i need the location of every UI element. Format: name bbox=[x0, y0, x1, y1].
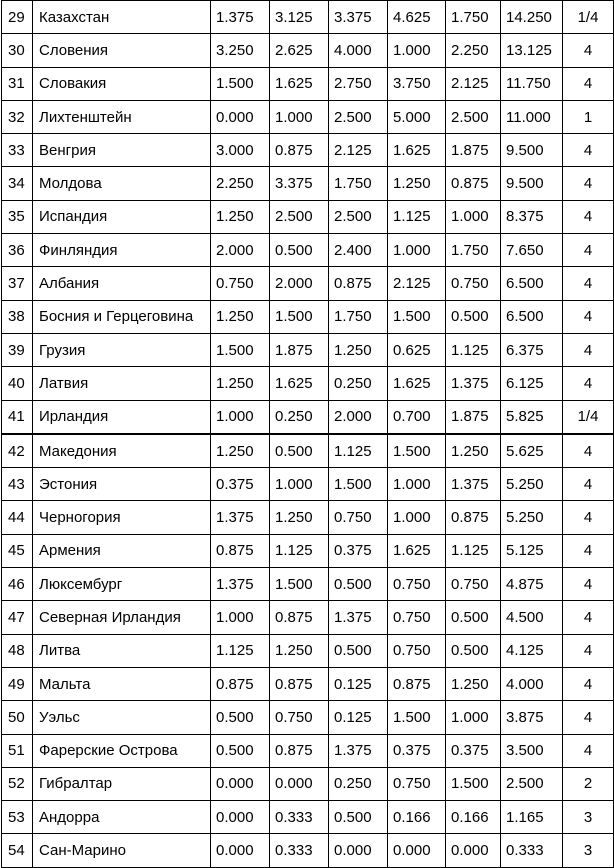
places-cell: 4 bbox=[563, 134, 614, 167]
places-cell: 4 bbox=[563, 434, 614, 468]
season-3-cell: 1.125 bbox=[329, 434, 388, 468]
season-4-cell: 1.625 bbox=[388, 367, 446, 400]
total-cell: 3.875 bbox=[501, 701, 563, 734]
rank-cell: 54 bbox=[2, 834, 33, 867]
rank-cell: 30 bbox=[2, 34, 33, 67]
table-row bbox=[2, 701, 614, 734]
season-5-cell: 0.875 bbox=[446, 501, 501, 534]
total-cell: 5.250 bbox=[501, 468, 563, 501]
total-cell: 6.375 bbox=[501, 333, 563, 366]
season-4-cell: 0.375 bbox=[388, 734, 446, 767]
country-cell: Черногория bbox=[33, 501, 211, 534]
country-cell: Грузия bbox=[33, 333, 211, 366]
rank-cell: 49 bbox=[2, 667, 33, 700]
season-2-cell: 0.333 bbox=[270, 801, 329, 834]
season-5-cell: 2.500 bbox=[446, 100, 501, 133]
country-cell: Мальта bbox=[33, 667, 211, 700]
season-1-cell: 1.250 bbox=[211, 300, 270, 333]
rank-cell: 53 bbox=[2, 801, 33, 834]
total-cell: 5.250 bbox=[501, 501, 563, 534]
season-5-cell: 1.375 bbox=[446, 468, 501, 501]
season-4-cell: 1.625 bbox=[388, 134, 446, 167]
season-1-cell: 2.000 bbox=[211, 234, 270, 267]
table-row bbox=[2, 234, 614, 267]
season-2-cell: 1.000 bbox=[270, 468, 329, 501]
season-1-cell: 0.875 bbox=[211, 534, 270, 567]
season-1-cell: 0.000 bbox=[211, 100, 270, 133]
total-cell: 4.125 bbox=[501, 634, 563, 667]
season-2-cell: 2.000 bbox=[270, 267, 329, 300]
season-1-cell: 1.250 bbox=[211, 200, 270, 233]
season-1-cell: 1.125 bbox=[211, 634, 270, 667]
season-4-cell: 0.166 bbox=[388, 801, 446, 834]
season-2-cell: 1.500 bbox=[270, 300, 329, 333]
season-1-cell: 0.500 bbox=[211, 734, 270, 767]
season-5-cell: 0.500 bbox=[446, 601, 501, 634]
places-cell: 4 bbox=[563, 267, 614, 300]
rank-cell: 33 bbox=[2, 134, 33, 167]
season-5-cell: 2.125 bbox=[446, 67, 501, 100]
season-1-cell: 0.000 bbox=[211, 834, 270, 867]
season-1-cell: 0.875 bbox=[211, 667, 270, 700]
season-2-cell: 0.500 bbox=[270, 234, 329, 267]
season-4-cell: 1.500 bbox=[388, 300, 446, 333]
rank-cell: 42 bbox=[2, 434, 33, 468]
season-4-cell: 0.750 bbox=[388, 568, 446, 601]
season-3-cell: 0.375 bbox=[329, 534, 388, 567]
season-5-cell: 1.250 bbox=[446, 434, 501, 468]
total-cell: 11.000 bbox=[501, 100, 563, 133]
rank-cell: 37 bbox=[2, 267, 33, 300]
rank-cell: 31 bbox=[2, 67, 33, 100]
country-cell: Литва bbox=[33, 634, 211, 667]
season-4-cell: 0.000 bbox=[388, 834, 446, 867]
season-5-cell: 0.000 bbox=[446, 834, 501, 867]
rank-cell: 44 bbox=[2, 501, 33, 534]
season-2-cell: 3.125 bbox=[270, 1, 329, 34]
country-cell: Молдова bbox=[33, 167, 211, 200]
season-3-cell: 2.500 bbox=[329, 100, 388, 133]
season-5-cell: 0.750 bbox=[446, 267, 501, 300]
season-2-cell: 0.000 bbox=[270, 767, 329, 800]
season-5-cell: 1.125 bbox=[446, 534, 501, 567]
season-3-cell: 1.375 bbox=[329, 601, 388, 634]
season-4-cell: 0.875 bbox=[388, 667, 446, 700]
total-cell: 1.165 bbox=[501, 801, 563, 834]
country-cell: Ирландия bbox=[33, 400, 211, 434]
season-2-cell: 1.250 bbox=[270, 501, 329, 534]
season-2-cell: 2.500 bbox=[270, 200, 329, 233]
season-2-cell: 0.333 bbox=[270, 834, 329, 867]
total-cell: 0.333 bbox=[501, 834, 563, 867]
season-1-cell: 1.500 bbox=[211, 333, 270, 366]
season-2-cell: 0.875 bbox=[270, 601, 329, 634]
season-1-cell: 0.000 bbox=[211, 801, 270, 834]
places-cell: 4 bbox=[563, 534, 614, 567]
season-2-cell: 0.750 bbox=[270, 701, 329, 734]
season-1-cell: 1.500 bbox=[211, 67, 270, 100]
country-cell: Латвия bbox=[33, 367, 211, 400]
places-cell: 4 bbox=[563, 501, 614, 534]
places-cell: 4 bbox=[563, 468, 614, 501]
rank-cell: 35 bbox=[2, 200, 33, 233]
places-cell: 4 bbox=[563, 634, 614, 667]
table-row bbox=[2, 267, 614, 300]
table-row bbox=[2, 734, 614, 767]
table-row bbox=[2, 568, 614, 601]
table-row bbox=[2, 167, 614, 200]
places-cell: 2 bbox=[563, 767, 614, 800]
total-cell: 5.625 bbox=[501, 434, 563, 468]
season-3-cell: 0.500 bbox=[329, 568, 388, 601]
season-1-cell: 0.375 bbox=[211, 468, 270, 501]
rank-cell: 41 bbox=[2, 400, 33, 434]
season-2-cell: 1.875 bbox=[270, 333, 329, 366]
table-row bbox=[2, 200, 614, 233]
season-3-cell: 1.750 bbox=[329, 167, 388, 200]
total-cell: 13.125 bbox=[501, 34, 563, 67]
rank-cell: 47 bbox=[2, 601, 33, 634]
rank-cell: 50 bbox=[2, 701, 33, 734]
season-2-cell: 0.875 bbox=[270, 734, 329, 767]
table-row bbox=[2, 501, 614, 534]
table-row bbox=[2, 801, 614, 834]
season-3-cell: 0.875 bbox=[329, 267, 388, 300]
country-cell: Сан-Марино bbox=[33, 834, 211, 867]
season-5-cell: 0.875 bbox=[446, 167, 501, 200]
season-1-cell: 0.750 bbox=[211, 267, 270, 300]
rank-cell: 32 bbox=[2, 100, 33, 133]
season-4-cell: 1.500 bbox=[388, 434, 446, 468]
table-row bbox=[2, 601, 614, 634]
table-row bbox=[2, 100, 614, 133]
total-cell: 7.650 bbox=[501, 234, 563, 267]
table-row bbox=[2, 667, 614, 700]
rank-cell: 40 bbox=[2, 367, 33, 400]
total-cell: 4.500 bbox=[501, 601, 563, 634]
season-3-cell: 2.500 bbox=[329, 200, 388, 233]
season-5-cell: 1.000 bbox=[446, 701, 501, 734]
table-row bbox=[2, 1, 614, 34]
season-5-cell: 0.166 bbox=[446, 801, 501, 834]
places-cell: 4 bbox=[563, 200, 614, 233]
country-cell: Казахстан bbox=[33, 1, 211, 34]
season-2-cell: 0.875 bbox=[270, 134, 329, 167]
season-4-cell: 5.000 bbox=[388, 100, 446, 133]
rank-cell: 45 bbox=[2, 534, 33, 567]
season-5-cell: 1.500 bbox=[446, 767, 501, 800]
total-cell: 2.500 bbox=[501, 767, 563, 800]
country-cell: Фарерские Острова bbox=[33, 734, 211, 767]
table-row bbox=[2, 634, 614, 667]
season-4-cell: 1.125 bbox=[388, 200, 446, 233]
total-cell: 6.500 bbox=[501, 267, 563, 300]
season-4-cell: 0.625 bbox=[388, 333, 446, 366]
season-4-cell: 1.250 bbox=[388, 167, 446, 200]
total-cell: 8.375 bbox=[501, 200, 563, 233]
season-4-cell: 2.125 bbox=[388, 267, 446, 300]
country-cell: Финляндия bbox=[33, 234, 211, 267]
total-cell: 4.875 bbox=[501, 568, 563, 601]
places-cell: 4 bbox=[563, 300, 614, 333]
rank-cell: 52 bbox=[2, 767, 33, 800]
season-1-cell: 1.000 bbox=[211, 400, 270, 434]
country-cell: Албания bbox=[33, 267, 211, 300]
season-1-cell: 0.000 bbox=[211, 767, 270, 800]
season-5-cell: 1.250 bbox=[446, 667, 501, 700]
country-cell: Северная Ирландия bbox=[33, 601, 211, 634]
places-cell: 4 bbox=[563, 667, 614, 700]
table-row bbox=[2, 834, 614, 867]
places-cell: 1/4 bbox=[563, 1, 614, 34]
season-3-cell: 0.750 bbox=[329, 501, 388, 534]
table-row bbox=[2, 434, 614, 468]
season-3-cell: 2.000 bbox=[329, 400, 388, 434]
country-cell: Испандия bbox=[33, 200, 211, 233]
season-2-cell: 0.875 bbox=[270, 667, 329, 700]
season-4-cell: 1.000 bbox=[388, 468, 446, 501]
season-5-cell: 1.375 bbox=[446, 367, 501, 400]
season-1-cell: 1.375 bbox=[211, 568, 270, 601]
places-cell: 4 bbox=[563, 601, 614, 634]
season-2-cell: 1.250 bbox=[270, 634, 329, 667]
season-4-cell: 1.000 bbox=[388, 234, 446, 267]
season-4-cell: 4.625 bbox=[388, 1, 446, 34]
season-3-cell: 0.125 bbox=[329, 667, 388, 700]
places-cell: 4 bbox=[563, 367, 614, 400]
country-cell: Македония bbox=[33, 434, 211, 468]
places-cell: 4 bbox=[563, 67, 614, 100]
season-2-cell: 1.625 bbox=[270, 367, 329, 400]
season-5-cell: 1.125 bbox=[446, 333, 501, 366]
season-3-cell: 1.750 bbox=[329, 300, 388, 333]
season-4-cell: 0.750 bbox=[388, 601, 446, 634]
season-3-cell: 1.250 bbox=[329, 333, 388, 366]
total-cell: 14.250 bbox=[501, 1, 563, 34]
season-1-cell: 3.000 bbox=[211, 134, 270, 167]
season-2-cell: 1.625 bbox=[270, 67, 329, 100]
rank-cell: 29 bbox=[2, 1, 33, 34]
season-2-cell: 1.000 bbox=[270, 100, 329, 133]
country-cell: Словакия bbox=[33, 67, 211, 100]
rank-cell: 39 bbox=[2, 333, 33, 366]
places-cell: 1/4 bbox=[563, 400, 614, 434]
season-4-cell: 0.750 bbox=[388, 767, 446, 800]
country-cell: Гибралтар bbox=[33, 767, 211, 800]
season-2-cell: 0.250 bbox=[270, 400, 329, 434]
season-3-cell: 0.125 bbox=[329, 701, 388, 734]
season-3-cell: 1.375 bbox=[329, 734, 388, 767]
country-cell: Босния и Герцеговина bbox=[33, 300, 211, 333]
season-3-cell: 0.250 bbox=[329, 367, 388, 400]
total-cell: 6.125 bbox=[501, 367, 563, 400]
season-5-cell: 1.875 bbox=[446, 400, 501, 434]
total-cell: 9.500 bbox=[501, 134, 563, 167]
rank-cell: 36 bbox=[2, 234, 33, 267]
season-5-cell: 0.500 bbox=[446, 634, 501, 667]
season-3-cell: 3.375 bbox=[329, 1, 388, 34]
places-cell: 3 bbox=[563, 834, 614, 867]
total-cell: 6.500 bbox=[501, 300, 563, 333]
season-5-cell: 0.500 bbox=[446, 300, 501, 333]
table-row bbox=[2, 134, 614, 167]
season-4-cell: 1.625 bbox=[388, 534, 446, 567]
season-3-cell: 0.000 bbox=[329, 834, 388, 867]
rank-cell: 43 bbox=[2, 468, 33, 501]
season-2-cell: 2.625 bbox=[270, 34, 329, 67]
places-cell: 4 bbox=[563, 701, 614, 734]
rank-cell: 51 bbox=[2, 734, 33, 767]
rank-cell: 46 bbox=[2, 568, 33, 601]
season-4-cell: 1.000 bbox=[388, 501, 446, 534]
season-1-cell: 1.000 bbox=[211, 601, 270, 634]
season-5-cell: 1.000 bbox=[446, 200, 501, 233]
table-row bbox=[2, 34, 614, 67]
places-cell: 4 bbox=[563, 568, 614, 601]
table-row bbox=[2, 333, 614, 366]
season-4-cell: 0.750 bbox=[388, 634, 446, 667]
total-cell: 9.500 bbox=[501, 167, 563, 200]
season-3-cell: 0.500 bbox=[329, 634, 388, 667]
season-3-cell: 2.125 bbox=[329, 134, 388, 167]
season-2-cell: 1.125 bbox=[270, 534, 329, 567]
country-cell: Люксембург bbox=[33, 568, 211, 601]
season-4-cell: 3.750 bbox=[388, 67, 446, 100]
country-cell: Андорра bbox=[33, 801, 211, 834]
season-5-cell: 1.875 bbox=[446, 134, 501, 167]
country-cell: Уэльс bbox=[33, 701, 211, 734]
season-5-cell: 1.750 bbox=[446, 234, 501, 267]
total-cell: 5.825 bbox=[501, 400, 563, 434]
table-row bbox=[2, 67, 614, 100]
season-1-cell: 3.250 bbox=[211, 34, 270, 67]
table-row bbox=[2, 367, 614, 400]
season-3-cell: 2.750 bbox=[329, 67, 388, 100]
season-1-cell: 1.250 bbox=[211, 367, 270, 400]
table-body bbox=[2, 1, 614, 868]
uefa-coefficient-table bbox=[1, 0, 614, 868]
season-3-cell: 1.500 bbox=[329, 468, 388, 501]
season-4-cell: 1.500 bbox=[388, 701, 446, 734]
country-cell: Армения bbox=[33, 534, 211, 567]
season-1-cell: 1.375 bbox=[211, 501, 270, 534]
table-row bbox=[2, 468, 614, 501]
season-5-cell: 2.250 bbox=[446, 34, 501, 67]
country-cell: Лихтенштейн bbox=[33, 100, 211, 133]
season-3-cell: 2.400 bbox=[329, 234, 388, 267]
season-4-cell: 0.700 bbox=[388, 400, 446, 434]
season-1-cell: 0.500 bbox=[211, 701, 270, 734]
rank-cell: 34 bbox=[2, 167, 33, 200]
places-cell: 4 bbox=[563, 34, 614, 67]
country-cell: Венгрия bbox=[33, 134, 211, 167]
places-cell: 4 bbox=[563, 167, 614, 200]
places-cell: 3 bbox=[563, 801, 614, 834]
table-row bbox=[2, 767, 614, 800]
season-4-cell: 1.000 bbox=[388, 34, 446, 67]
country-cell: Словения bbox=[33, 34, 211, 67]
season-3-cell: 0.250 bbox=[329, 767, 388, 800]
table-row bbox=[2, 300, 614, 333]
table-row bbox=[2, 400, 614, 434]
season-3-cell: 4.000 bbox=[329, 34, 388, 67]
places-cell: 4 bbox=[563, 234, 614, 267]
rank-cell: 48 bbox=[2, 634, 33, 667]
total-cell: 5.125 bbox=[501, 534, 563, 567]
season-5-cell: 0.375 bbox=[446, 734, 501, 767]
season-1-cell: 1.250 bbox=[211, 434, 270, 468]
season-5-cell: 0.750 bbox=[446, 568, 501, 601]
places-cell: 1 bbox=[563, 100, 614, 133]
season-1-cell: 2.250 bbox=[211, 167, 270, 200]
total-cell: 11.750 bbox=[501, 67, 563, 100]
table-row bbox=[2, 534, 614, 567]
total-cell: 3.500 bbox=[501, 734, 563, 767]
season-2-cell: 1.500 bbox=[270, 568, 329, 601]
places-cell: 4 bbox=[563, 333, 614, 366]
total-cell: 4.000 bbox=[501, 667, 563, 700]
season-3-cell: 0.500 bbox=[329, 801, 388, 834]
season-2-cell: 0.500 bbox=[270, 434, 329, 468]
season-2-cell: 3.375 bbox=[270, 167, 329, 200]
season-1-cell: 1.375 bbox=[211, 1, 270, 34]
season-5-cell: 1.750 bbox=[446, 1, 501, 34]
country-cell: Эстония bbox=[33, 468, 211, 501]
rank-cell: 38 bbox=[2, 300, 33, 333]
places-cell: 4 bbox=[563, 734, 614, 767]
